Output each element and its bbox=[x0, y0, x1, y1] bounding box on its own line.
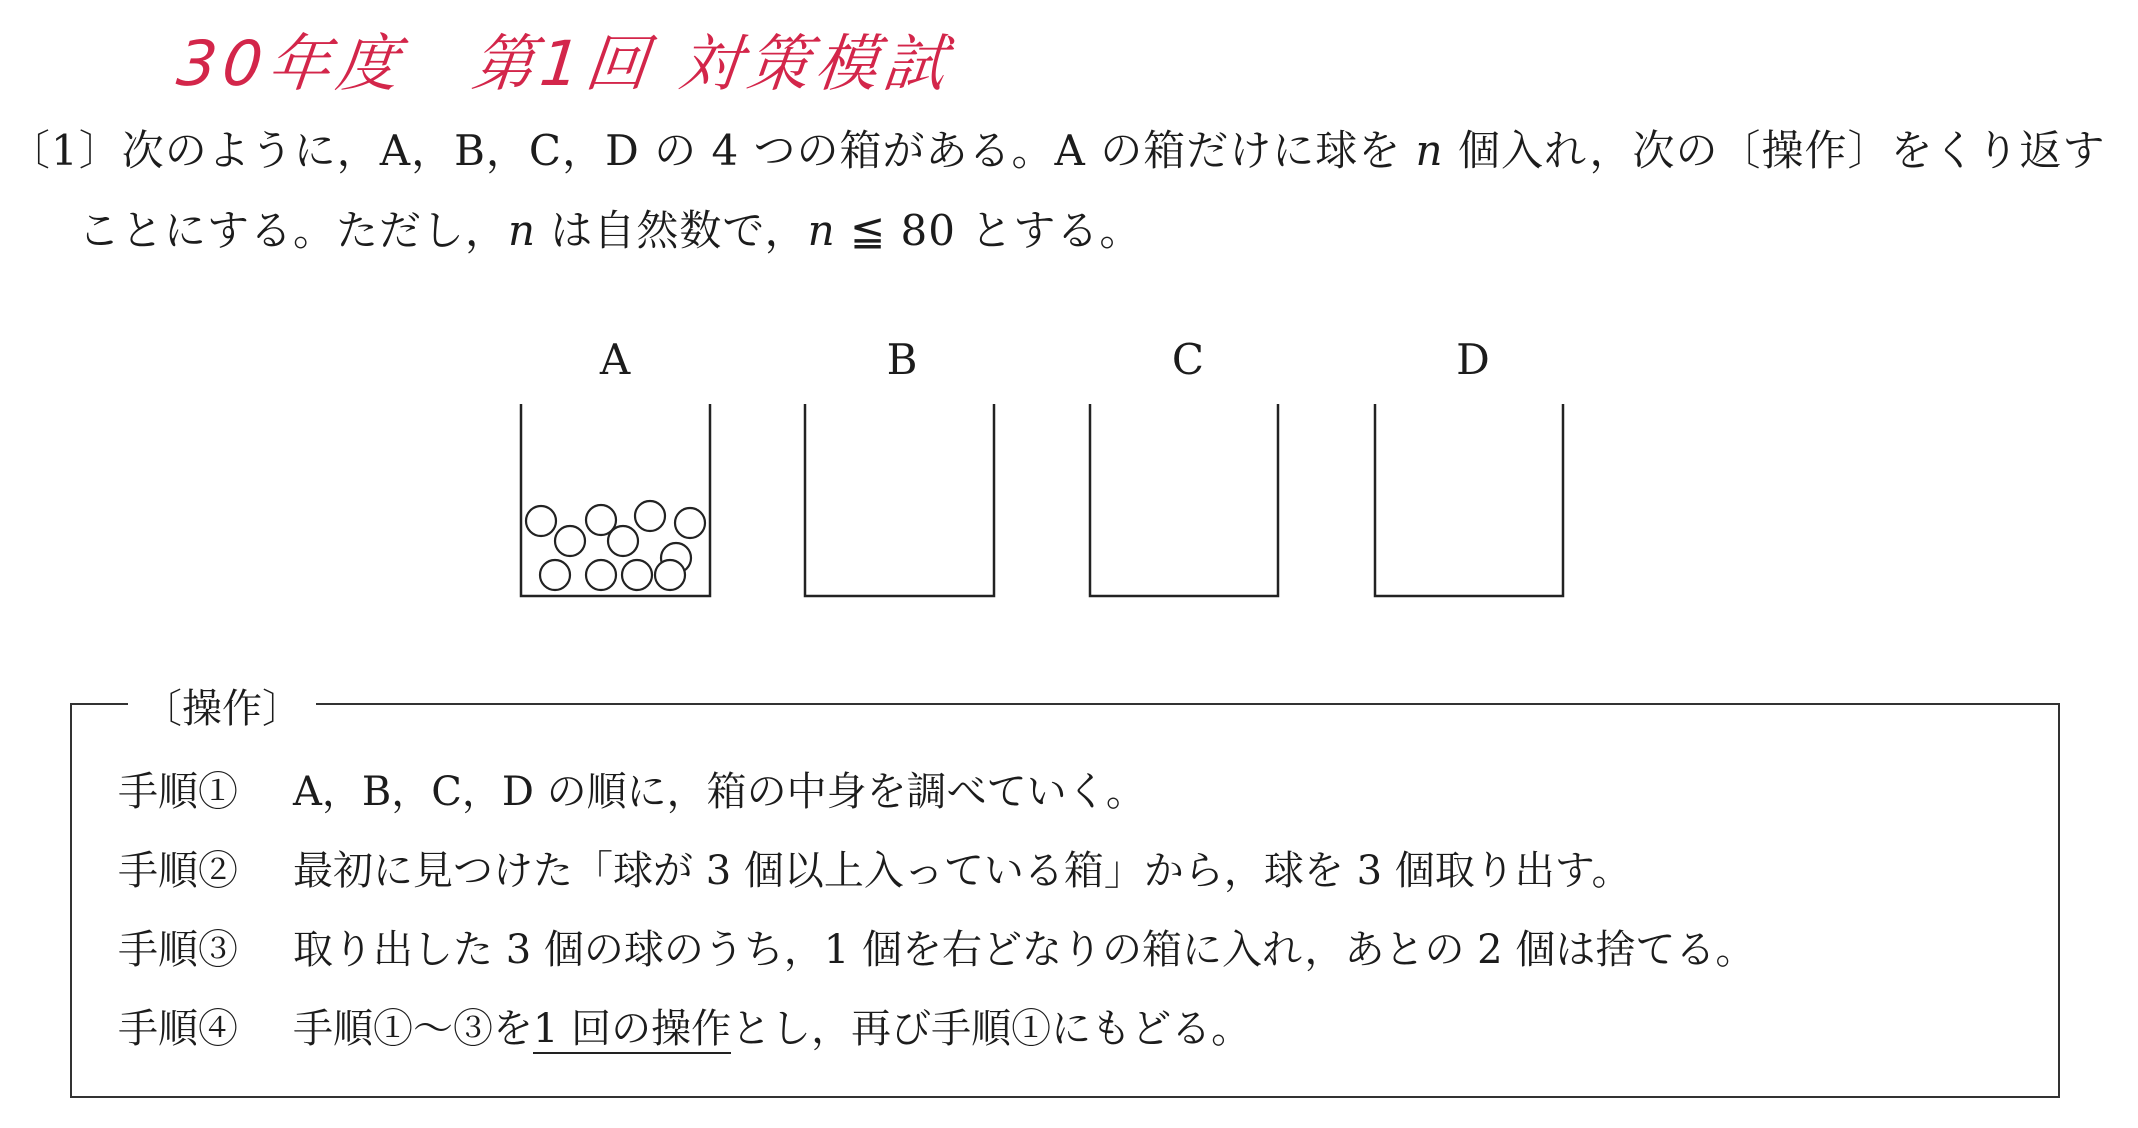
problem-number: 〔1〕 bbox=[8, 126, 122, 175]
ball bbox=[675, 508, 705, 538]
step-text-underlined: 1 回の操作 bbox=[533, 1006, 732, 1052]
step-text: 最初に見つけた「球が 3 個以上入っている箱」から，球を 3 個取り出す。 bbox=[293, 848, 1632, 894]
ball bbox=[635, 501, 665, 531]
ball bbox=[655, 560, 685, 590]
step-text: 取り出した 3 個の球のうち，1 個を右どなりの箱に入れ，あとの 2 個は捨てる。 bbox=[293, 927, 1756, 973]
operation-caption: 〔操作〕 bbox=[128, 677, 316, 734]
box-label-c: C bbox=[1171, 335, 1205, 384]
ball bbox=[526, 506, 556, 536]
problem-text-2a: ことにする。ただし， bbox=[78, 206, 509, 255]
step-2 bbox=[118, 839, 1632, 896]
box-label-d: D bbox=[1456, 335, 1490, 384]
box-b bbox=[805, 404, 994, 596]
step-label: 手順④ bbox=[118, 1006, 238, 1052]
step-label: 手順② bbox=[118, 848, 238, 894]
problem-text-1b: 個入れ，次の〔操作〕をくり返す bbox=[1443, 126, 2106, 175]
step-label: 手順① bbox=[118, 769, 238, 815]
box-label-a: A bbox=[599, 335, 631, 384]
ball bbox=[608, 526, 638, 556]
step-text: A，B，C，D の順に，箱の中身を調べていく。 bbox=[293, 769, 1146, 815]
ball bbox=[540, 560, 570, 590]
variable-n: n bbox=[508, 206, 537, 255]
step-1 bbox=[118, 760, 1146, 817]
ball bbox=[622, 560, 652, 590]
step-4 bbox=[118, 997, 1251, 1054]
problem-text-1a: 次のように，A，B，C，D の 4 つの箱がある。A の箱だけに球を bbox=[121, 126, 1416, 175]
step-text-a: 手順①～③を bbox=[293, 1006, 533, 1052]
box-c bbox=[1090, 404, 1278, 596]
problem-text-2b: は自然数で， bbox=[536, 206, 808, 255]
box-d bbox=[1375, 404, 1563, 596]
handwritten-title: 30年度 第1回 対策模試 bbox=[173, 27, 956, 100]
step-3 bbox=[118, 918, 1755, 975]
step-text-b: とし，再び手順①にもどる。 bbox=[731, 1006, 1252, 1052]
ball bbox=[555, 526, 585, 556]
box-label-b: B bbox=[886, 335, 918, 384]
variable-n: n bbox=[1415, 126, 1444, 175]
problem-text-2c: ≦ 80 とする。 bbox=[835, 206, 1143, 255]
ball bbox=[586, 560, 616, 590]
step-label: 手順③ bbox=[118, 927, 238, 973]
variable-n: n bbox=[807, 206, 836, 255]
